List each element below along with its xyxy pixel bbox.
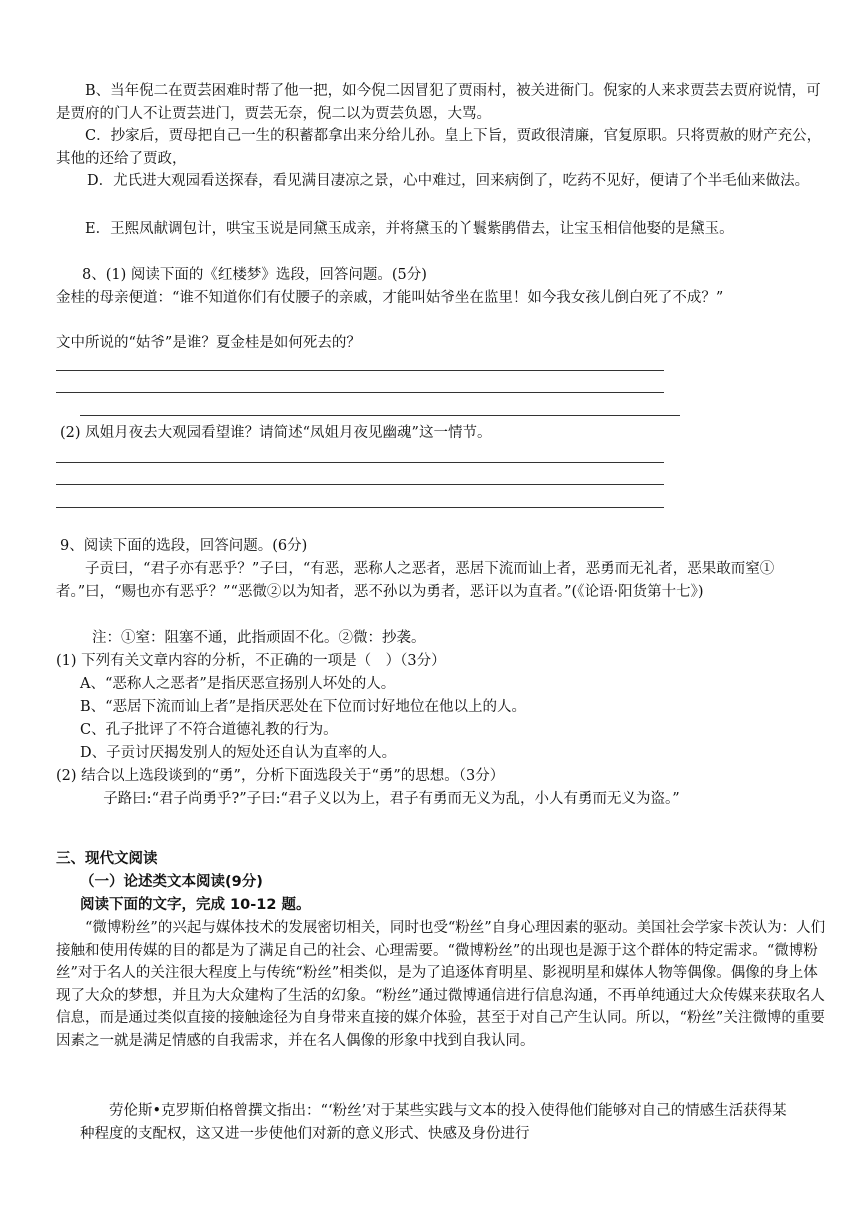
section-sub-heading: （一）论述类文本阅读(9分) [80,874,263,890]
q9-option-a: A、“恶称人之恶者”是指厌恶宣扬别人坏处的人。 [80,676,396,692]
q7-option-e: E．王熙凤献调包计，哄宝玉说是同黛玉成亲，并将黛玉的丫鬟紫鹃借去，让宝玉相信他娶的是黛玉。 [85,221,734,237]
answer-line[interactable] [56,507,664,508]
answer-line[interactable] [56,484,664,485]
article-paragraph: “微博粉丝”的兴起与媒体技术的发展密切相关，同时也受“粉丝”自身心理因素的驱动。美国社会学家卡茨认为：人们接触和使用传媒的目的都是为了满足自己的社会、心理需要。“微博粉丝”的出现也是源于这个群体的特定需求。“微博粉丝”对于名人的关注很大程度上与传统“粉丝”相类似，是为了追逐体育明星、影视明星和媒体人物等偶像。偶像的身上体现了大众的梦想，并且为大众建构了生活的幻象。“粉丝”通过微博通信进行信息沟通，不再单纯通过大众传媒来获取名人信息，而是通过类似直接的接触途径为自身带来直接的媒介体验，甚至于对自己产生认同。所以，“粉丝”关注微博的重要因素之一就是满足情感的自我需求，并在名人偶像的形象中找到自我认同。 [56,920,826,1049]
q9-sub1: (1) 下列有关文章内容的分析，不正确的一项是（ ）（3分） [56,653,446,669]
q8-prompt: 8、(1) 阅读下面的《红楼梦》选段，回答问题。(5分) [82,267,427,283]
answer-line[interactable] [56,370,664,371]
q8-passage: 金桂的母亲便道：“谁不知道你们有仗腰子的亲戚，才能叫姑爷坐在监里！如今我女孩儿倒白死了不成？” [56,290,724,306]
article-paragraph: 劳伦斯•克罗斯伯格曾撰文指出：“‘粉丝’对于某些实践与文本的投入使得他们能够对自己的情感生活获得某种程度的支配权，这又进一步使他们对新的意义形式、快感及身份进行 [80,1103,787,1142]
q9-passage: 子贡曰，“君子亦有恶乎？”子曰，“有恶，恶称人之恶者，恶居下流而讪上者，恶勇而无礼者，恶果敢而窒①者。”曰，“赐也亦有恶乎？”“恶微②以为知者，恶不孙以为勇者，恶讦以为直者。”(《论语·阳货第十七》) [56,561,775,600]
q8-part2: (2) 凤姐月夜去大观园看望谁？请简述“凤姐月夜见幽魂”这一情节。 [60,425,492,441]
q9-option-c: C、孔子批评了不符合道德礼教的行为。 [80,722,338,738]
q7-option-b: B、当年倪二在贾芸困难时帮了他一把，如今倪二因冒犯了贾雨村，被关进衙门。倪家的人来求贾芸去贾府说情，可是贾府的门人不让贾芸进门，贾芸无奈，倪二以为贾芸负恩，大骂。 [56,83,821,122]
section-heading: 三、现代文阅读 [56,851,158,867]
q8-question: 文中所说的“姑爷”是谁？夏金桂是如何死去的？ [56,335,361,351]
q9-prompt: 9、阅读下面的选段，回答问题。(6分) [60,538,308,554]
q7-option-d: D．尤氏进大观园看送探春，看见满目凄凉之景，心中难过，回来病倒了，吃药不见好，便请了个半毛仙来做法。 [87,173,810,189]
answer-line[interactable] [56,462,664,463]
q9-sub2: (2) 结合以上选段谈到的“勇”，分析下面选段关于“勇”的思想。（3分） [56,768,505,784]
q9-note: 注：①窒：阻塞不通，此指顽固不化。②微：抄袭。 [92,630,426,646]
answer-line[interactable] [80,415,680,416]
q9-option-b: B、“恶居下流而讪上者”是指厌恶处在下位而讨好地位在他以上的人。 [80,699,526,715]
q7-option-c: C．抄家后，贾母把自己一生的积蓄都拿出来分给儿孙。皇上下旨，贾政很清廉，官复原职。只将贾赦的财产充公，其他的还给了贾政， [56,128,822,167]
answer-line[interactable] [56,392,664,393]
q9-quote: 子路曰:“君子尚勇乎?”子曰:“君子义以为上，君子有勇而无义为乱，小人有勇而无义为盗。” [103,791,680,807]
reading-instruction: 阅读下面的文字，完成 10-12 题。 [80,897,311,913]
q9-option-d: D、子贡讨厌揭发别人的短处还自认为直率的人。 [80,745,397,761]
